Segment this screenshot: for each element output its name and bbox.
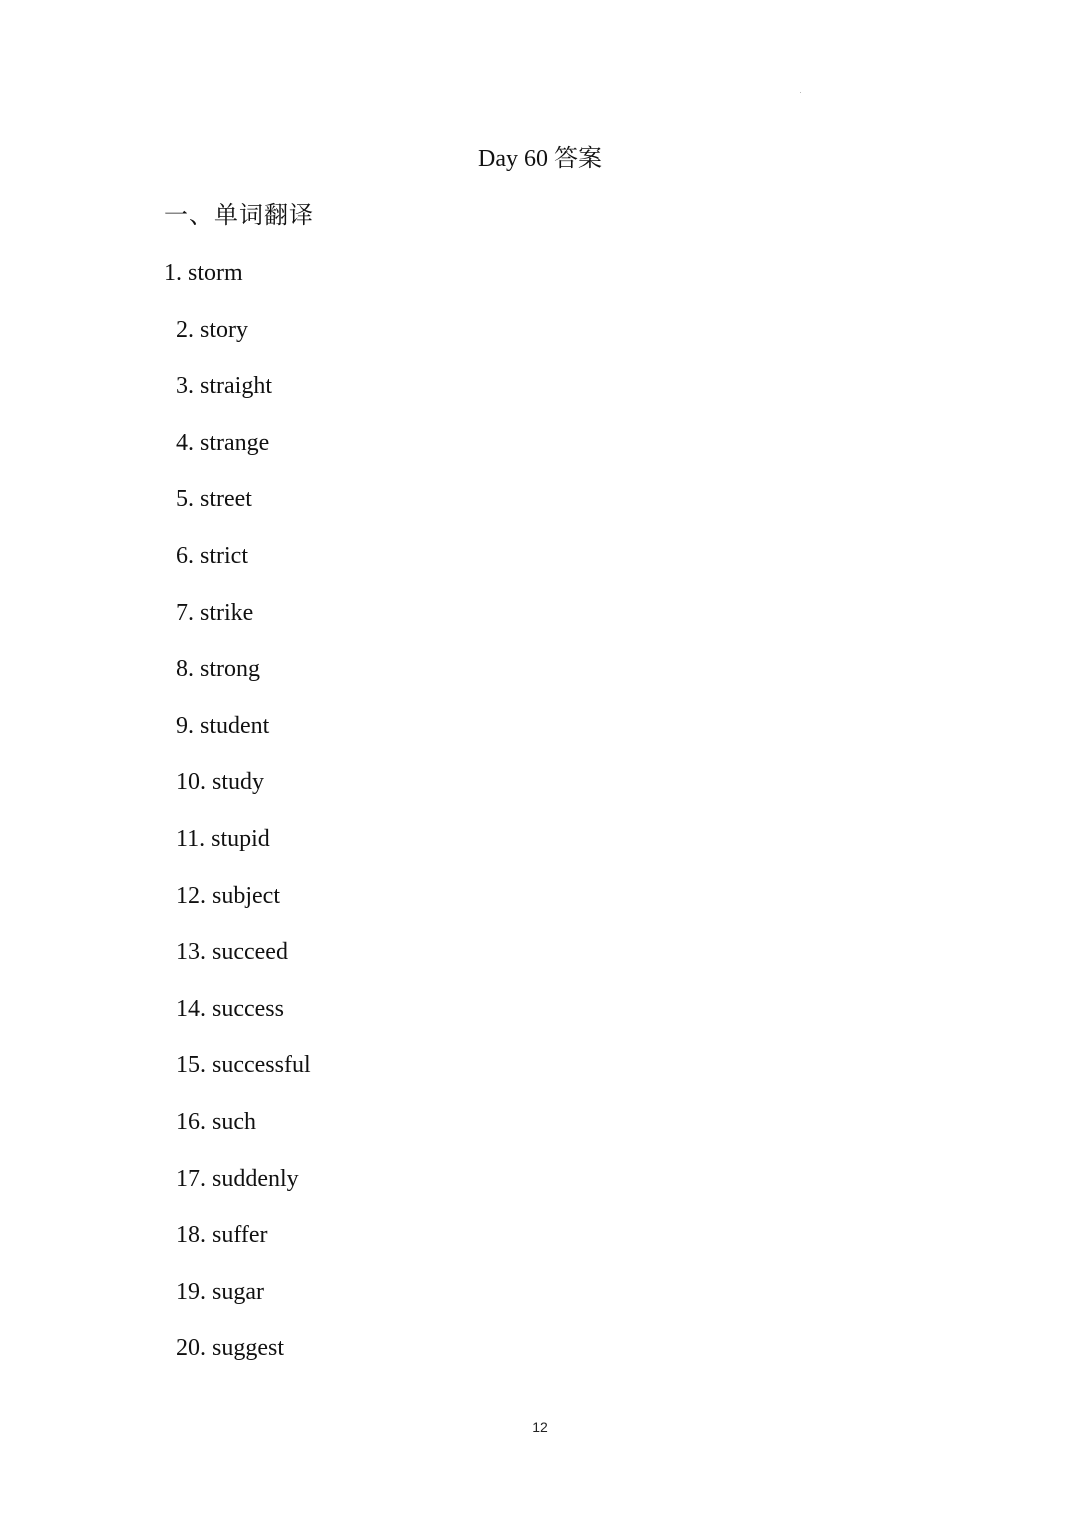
answer-word: straight	[200, 373, 272, 400]
answer-number: 10.	[176, 769, 206, 796]
answer-word: street	[200, 486, 252, 513]
answer-item	[164, 1162, 311, 1219]
answer-number: 12.	[176, 882, 206, 909]
answer-number: 3.	[176, 373, 194, 400]
answer-list	[164, 256, 311, 1388]
answer-number: 2.	[176, 316, 194, 343]
scan-speck	[800, 92, 801, 93]
answer-word: strange	[200, 429, 270, 456]
page-number: 12	[532, 1419, 548, 1435]
answer-word: storm	[188, 260, 243, 286]
answer-number: 8.	[176, 656, 194, 683]
answer-item	[164, 1331, 311, 1388]
answer-item	[164, 935, 311, 992]
answer-number: 16.	[176, 1108, 206, 1135]
answer-number: 4.	[176, 429, 194, 456]
answer-word: study	[212, 769, 265, 796]
answer-item	[164, 539, 311, 596]
answer-item	[164, 709, 311, 766]
answer-number: 20.	[176, 1335, 206, 1362]
answer-number: 19.	[176, 1278, 206, 1305]
answer-item	[164, 426, 311, 483]
answer-number: 15.	[176, 1052, 206, 1079]
answer-item	[164, 992, 311, 1049]
answer-word: suggest	[212, 1335, 284, 1362]
answer-item	[164, 482, 311, 539]
answer-number: 5.	[176, 486, 194, 513]
answer-word: strong	[200, 656, 260, 683]
answer-word: student	[200, 712, 270, 739]
answer-number: 14.	[176, 995, 206, 1022]
answer-item	[164, 369, 311, 426]
answer-number: 18.	[176, 1222, 206, 1249]
answer-number: 9.	[176, 712, 194, 739]
answer-number: 11.	[176, 825, 206, 852]
answer-number: 17.	[176, 1165, 206, 1192]
answer-word: strict	[200, 542, 248, 569]
answer-word: suddenly	[212, 1165, 299, 1192]
answer-word: suffer	[212, 1222, 268, 1249]
answer-number: 7.	[176, 599, 194, 626]
answer-item	[164, 1105, 311, 1162]
answer-item	[164, 822, 311, 879]
answer-item	[164, 879, 311, 936]
section-heading: 一、单词翻译	[164, 203, 314, 229]
answer-item	[164, 313, 311, 370]
answer-item	[164, 1218, 311, 1275]
answer-item	[164, 652, 311, 709]
answer-word: succeed	[212, 939, 288, 966]
page-title: Day 60 答案	[478, 146, 602, 172]
answer-item	[164, 1048, 311, 1105]
answer-number: 6.	[176, 542, 194, 569]
answer-number: 13.	[176, 939, 206, 966]
answer-item	[164, 256, 311, 313]
answer-word: sugar	[212, 1278, 264, 1305]
answer-word: stupid	[211, 825, 270, 852]
answer-word: success	[212, 995, 284, 1022]
answer-word: strike	[200, 599, 254, 626]
answer-item	[164, 765, 311, 822]
answer-number: 1.	[164, 260, 182, 286]
answer-word: successful	[212, 1052, 311, 1079]
answer-item	[164, 596, 311, 653]
answer-word: subject	[212, 882, 280, 909]
answer-word: such	[212, 1108, 256, 1135]
answer-item	[164, 1275, 311, 1332]
answer-word: story	[200, 316, 248, 343]
